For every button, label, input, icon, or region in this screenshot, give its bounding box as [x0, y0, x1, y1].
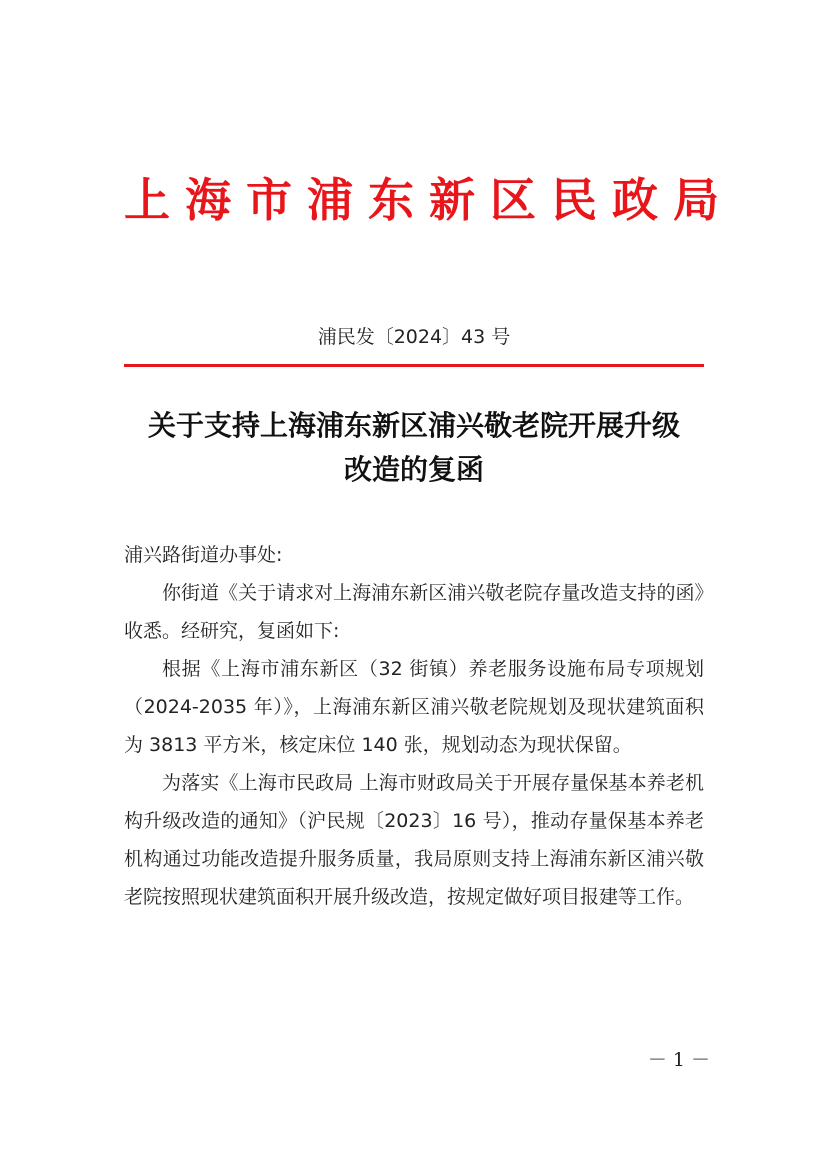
- body-paragraph-1: 你街道《关于请求对上海浦东新区浦兴敬老院存量改造支持的函》收悉。经研究，复函如下:: [124, 582, 704, 642]
- document-title: [112, 404, 716, 492]
- salutation: 浦兴路街道办事处:: [124, 544, 283, 566]
- document-body: [124, 536, 704, 916]
- header-divider: [124, 364, 704, 367]
- document-number: 浦民发〔2024〕43 号: [317, 326, 511, 348]
- body-paragraph-2: 根据《上海市浦东新区（32 街镇）养老服务设施布局专项规划（2024-2035 年）》，上海浦东新区浦兴敬老院规划及现状建筑面积为 3813 平方米，核定床位 140 张，规划动态为现状保留。: [124, 658, 704, 756]
- body-paragraph-3: 为落实《上海市民政局 上海市财政局关于开展存量保基本养老机构升级改造的通知》（沪民规〔2023〕16 号），推动存量保基本养老机构通过功能改造提升服务质量，我局原则支持上海浦东新区浦兴敬老院按照现状建筑面积开展升级改造，按规定做好项目报建等工作。: [124, 772, 704, 908]
- page-number: － 1 －: [647, 1049, 710, 1071]
- title-line-1: 关于支持上海浦东新区浦兴敬老院开展升级: [147, 409, 680, 442]
- title-line-2: 改造的复函: [343, 453, 484, 486]
- agency-header: 上海市浦东新区民政局: [124, 173, 734, 227]
